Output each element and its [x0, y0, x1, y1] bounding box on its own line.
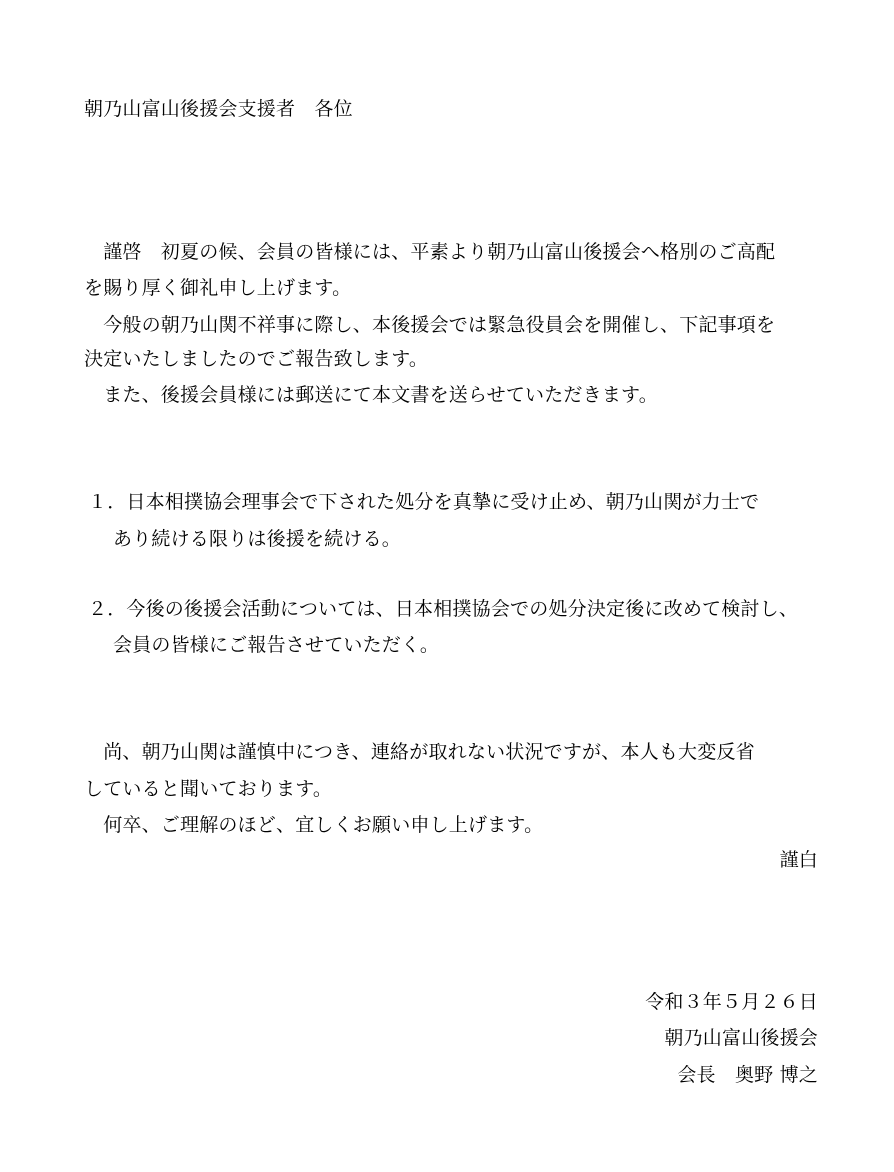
closing-paragraph-1-line-2: していると聞いております。	[84, 778, 333, 800]
intro-paragraph-2-line-1: 今般の朝乃山関不祥事に際し、本後援会では緊急役員会を開催し、下記事項を	[84, 314, 776, 336]
list-item-2-line-2: 会員の皆様にご報告させていただく。	[113, 634, 440, 656]
list-item-1-line-2: あり続ける限りは後援を続ける。	[113, 528, 402, 550]
intro-paragraph-3-line-1: また、後援会員様には郵送にて本文書を送らせていただきます。	[84, 384, 658, 406]
letter-date: 令和３年５月２６日	[645, 991, 818, 1013]
addressee: 朝乃山富山後援会支援者 各位	[84, 98, 353, 120]
intro-paragraph-1-line-1: 謹啓 初夏の候、会員の皆様には、平素より朝乃山富山後援会へ格別のご高配	[84, 241, 776, 263]
closing-paragraph-1-line-1: 尚、朝乃山関は謹慎中につき、連絡が取れない状況ですが、本人も大変反省	[84, 741, 755, 763]
list-item-1-line-1: １．日本相撲協会理事会で下された処分を真摯に受け止め、朝乃山関が力士で	[88, 491, 760, 513]
chairperson-name: 会長 奥野 博之	[677, 1064, 818, 1086]
closing-paragraph-2-line-1: 何卒、ご理解のほど、宜しくお願い申し上げます。	[84, 814, 544, 836]
list-item-2-line-1: ２．今後の後援会活動については、日本相撲協会での処分決定後に改めて検討し、	[88, 598, 799, 620]
intro-paragraph-1-line-2: を賜り厚く御礼申し上げます。	[84, 277, 352, 299]
organization-name: 朝乃山富山後援会	[664, 1027, 818, 1049]
sign-off: 謹白	[779, 849, 818, 871]
intro-paragraph-2-line-2: 決定いたしましたのでご報告致します。	[84, 348, 429, 370]
